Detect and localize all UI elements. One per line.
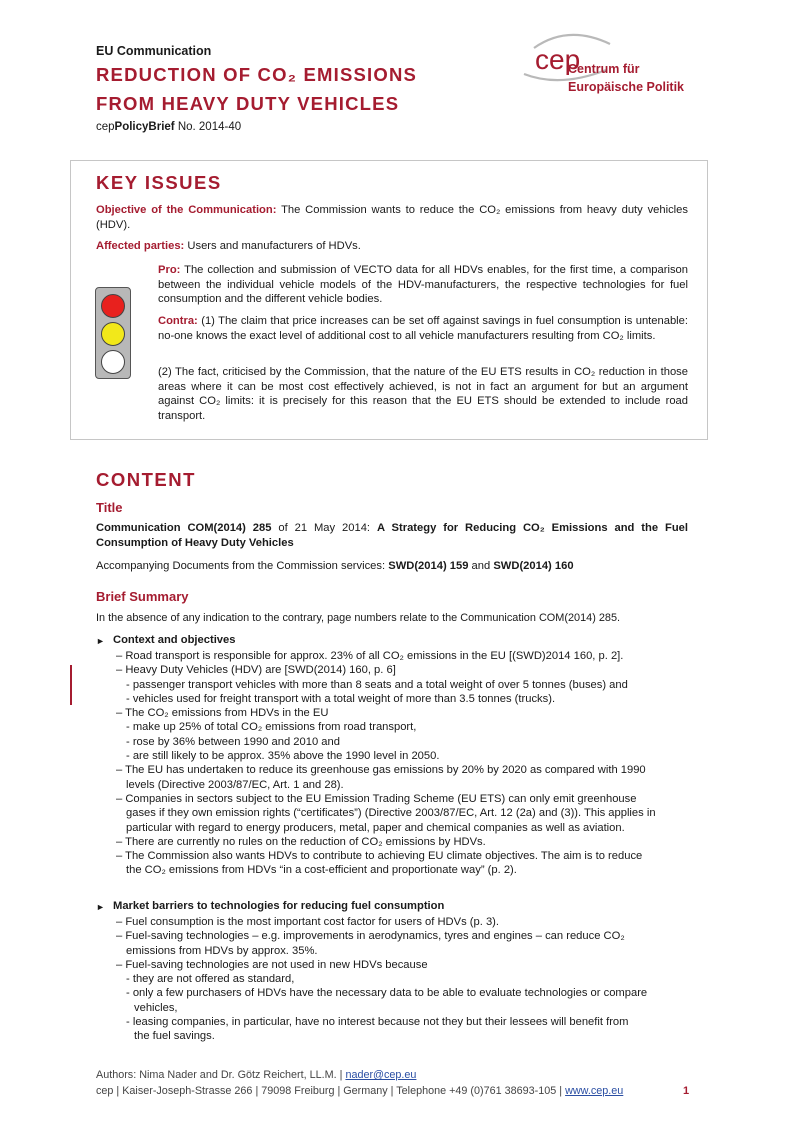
list-item: – The Commission also wants HDVs to contribute to achieving EU climate objectives. The aim is to reduce [116,850,643,863]
contra-text: (1) The claim that price increases can be set off against savings in fuel consumption is untenable: no-one knows the exact level of additional cost to all vehicle manufacturers resulting from CO₂ limits. [158,315,688,342]
title-line-2: FROM HEAVY DUTY VEHICLES [96,93,400,114]
arrow-icon: ► [96,902,105,912]
list-item: vehicles, [134,1001,178,1014]
list-item: gases if they own emission rights (“certificates”) (Directive 2003/87/EC, Art. 12 (2a) and (3)). This applies in [126,807,656,820]
document-type: EU Communication [96,44,212,58]
pro-label: Pro: [158,264,181,276]
objective-label: Objective of the Communication: [96,204,277,216]
affected-text: Users and manufacturers of HDVs. [184,240,361,252]
logo-line-1: Centrum für [568,62,640,76]
list-item: – Heavy Duty Vehicles (HDV) are [SWD(2014) 160, p. 6] [116,664,396,677]
comm-title: A Strategy for Reducing CO₂ Emissions and the Fuel Consumption of Heavy Duty Vehicles [96,522,688,549]
list-item: the fuel savings. [134,1030,215,1043]
red-light [101,294,125,318]
objective-paragraph [96,203,688,232]
list-item: – Fuel-saving technologies are not used in new HDVs because [116,958,428,971]
list-item: - make up 25% of total CO₂ emissions from road transport, [126,721,417,734]
summary-note: In the absence of any indication to the contrary, page numbers relate to the Communication COM(2014) 285. [96,612,621,624]
content-heading: CONTENT [96,469,196,490]
list-item: levels (Directive 2003/87/EC, Art. 1 and 28). [126,778,344,791]
list-item: emissions from HDVs by approx. 35%. [126,944,318,957]
list-item: - leasing companies, in particular, have no interest because not they but their lessees will benefit from [126,1016,629,1029]
contra2-paragraph: (2) The fact, criticised by the Commission, that the nature of the EU ETS results in CO₂ reduction in those areas where it can be most cost effectively achieved, is not in fact an argument for but an argument against CO₂ limits: it is precisely for this reason that the EU ETS should be extended to include road transport. [158,366,688,422]
list-item: - only a few purchasers of HDVs have the necessary data to be able to evaluate technologies or compare [126,987,648,1000]
pro-text: The collection and submission of VECTO data for all HDVs enables, for the first time, a comparison between the individual vehicle models of the HDV-manufacturers, the respective technologies for fuel consumption and the different vehicle bodies. [158,264,688,306]
list-item: – The EU has undertaken to reduce its greenhouse gas emissions by 20% by 2020 as compared with 1990 [116,764,646,777]
title-line-1: REDUCTION OF CO₂ EMISSIONS [96,64,418,85]
section2-list [116,915,696,1044]
list-item: – Road transport is responsible for approx. 23% of all CO₂ emissions in the EU [(SWD)2014 160, p. 2]. [116,650,624,662]
traffic-light-icon [95,287,131,379]
footer-authors [96,1069,416,1081]
contra-paragraph [158,314,688,343]
brief-number [96,121,241,133]
list-item: - are still likely to be approx. 35% above the 1990 level in 2050. [126,750,440,763]
title-heading: Title [96,500,123,515]
accompanying-docs [96,559,688,574]
swd-2: SWD(2014) 160 [493,560,574,572]
section1-title: Context and objectives [113,634,236,646]
website-link[interactable]: www.cep.eu [565,1085,624,1097]
accompany-text: Accompanying Documents from the Commission services: [96,560,389,572]
logo-text [568,60,684,96]
list-item: – Fuel-saving technologies – e.g. improvements in aerodynamics, tyres and engines – can reduce CO₂ [116,930,625,943]
brief-prefix: cep [96,121,115,133]
swd-1: SWD(2014) 159 [388,560,469,572]
email-link[interactable]: nader@cep.eu [345,1069,417,1081]
list-item: particular with regard to energy producers, metal, paper and chemical companies as well as aviation. [126,821,625,834]
authors-text: Authors: Nima Nader and Dr. Götz Reichert, LL.M. | [96,1069,346,1081]
brief-bold: PolicyBrief [114,121,175,133]
and-text: and [468,560,494,572]
list-item: – The CO₂ emissions from HDVs in the EU [116,707,329,720]
arrow-icon: ► [96,636,105,646]
communication-title [96,521,688,550]
page-number: 1 [683,1085,690,1097]
address-text: cep | Kaiser-Joseph-Strasse 266 | 79098 Freiburg | Germany | Telephone +49 (0)761 38693-105 | [96,1085,566,1097]
list-item: – Companies in sectors subject to the EU Emission Trading Scheme (EU ETS) can only emit greenhouse [116,792,637,805]
change-bar [70,665,72,705]
pro-paragraph [158,263,688,307]
key-issues-heading: KEY ISSUES [96,172,222,193]
brief-no: No. 2014-40 [174,121,242,133]
list-item: - passenger transport vehicles with more than 8 seats and a total weight of over 5 tonnes (buses) and [126,678,628,691]
footer-address [96,1085,623,1097]
comm-date: of 21 May 2014: [271,522,377,534]
list-item: the CO₂ emissions from HDVs “in a cost-efficient and proportionate way” (p. 2). [126,864,517,877]
affected-paragraph [96,239,688,254]
section1-list [116,649,696,878]
summary-heading: Brief Summary [96,589,189,604]
objective-text: The Commission wants to reduce the CO₂ emissions from heavy duty vehicles (HDV). [96,204,688,231]
logo-line-2: Europäische Politik [568,80,685,94]
list-item: – Fuel consumption is the most important cost factor for users of HDVs (p. 3). [116,916,500,928]
contra-label: Contra: [158,315,198,327]
section2-title: Market barriers to technologies for reducing fuel consumption [113,900,445,912]
list-item: - they are not offered as standard, [126,973,295,986]
affected-label: Affected parties: [96,240,185,252]
list-item: - vehicles used for freight transport with a total weight of more than 3.5 tonnes (trucks). [126,692,556,705]
logo-mark: cep [535,44,581,75]
list-item: - rose by 36% between 1990 and 2010 and [126,735,340,748]
comm-ref: Communication COM(2014) 285 [96,522,272,534]
white-light [101,350,125,374]
yellow-light [101,322,125,346]
list-item: – There are currently no rules on the reduction of CO₂ emissions by HDVs. [116,835,486,848]
